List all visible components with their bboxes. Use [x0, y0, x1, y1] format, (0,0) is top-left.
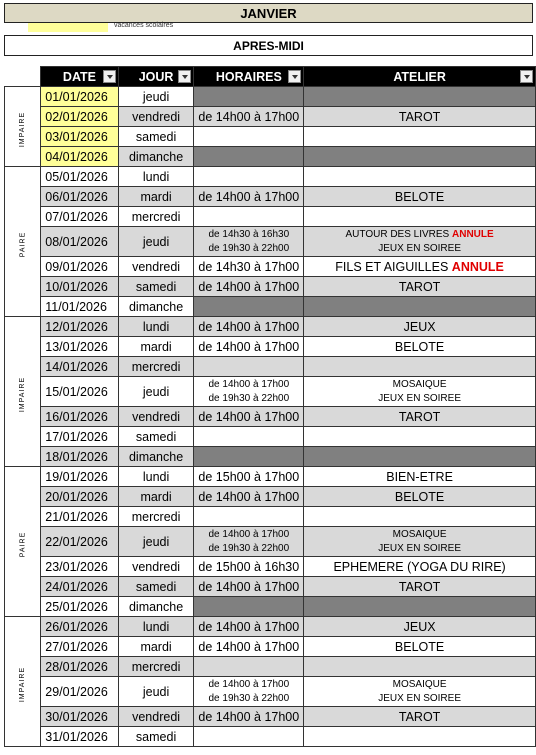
atelier-cell[interactable]	[304, 447, 536, 467]
horaire-text: de 14h00 à 17h00	[208, 528, 290, 540]
date-cell[interactable]: 30/01/2026	[41, 707, 118, 727]
atelier-cell[interactable]	[304, 357, 536, 377]
date-cell[interactable]: 16/01/2026	[41, 407, 118, 427]
horaires-cell[interactable]	[194, 467, 304, 487]
atelier-cell[interactable]	[304, 617, 536, 637]
atelier-cell[interactable]	[304, 167, 536, 187]
date-cell[interactable]: 17/01/2026	[41, 427, 118, 447]
atelier-cell[interactable]	[304, 147, 536, 167]
horaires-cell[interactable]	[194, 187, 304, 207]
atelier-cell[interactable]	[304, 337, 536, 357]
day-cell[interactable]: lundi	[118, 167, 194, 187]
schedule-grid	[4, 66, 536, 747]
atelier-text: TAROT	[398, 109, 441, 124]
date-cell[interactable]: 06/01/2026	[41, 187, 118, 207]
horaires-cell[interactable]	[194, 407, 304, 427]
date-filter-dropdown-icon[interactable]	[103, 70, 116, 83]
horaires-cell[interactable]	[194, 87, 304, 107]
date-cell[interactable]: 25/01/2026	[41, 597, 118, 617]
atelier-cell[interactable]	[304, 467, 536, 487]
horaires-cell[interactable]	[194, 277, 304, 297]
atelier-cell[interactable]	[304, 707, 536, 727]
legend	[4, 23, 204, 32]
horaires-cell[interactable]	[194, 507, 304, 527]
horaires-cell[interactable]	[194, 227, 304, 257]
atelier-cell[interactable]	[304, 507, 536, 527]
atelier-cell[interactable]	[304, 127, 536, 147]
day-cell[interactable]: samedi	[118, 577, 194, 597]
horaires-cell[interactable]	[194, 127, 304, 147]
atelier-line	[395, 640, 444, 654]
day-cell[interactable]: dimanche	[118, 147, 194, 167]
table-row	[5, 577, 536, 597]
week-parity-cell	[5, 87, 41, 167]
table-row	[5, 427, 536, 447]
day-cell[interactable]: jeudi	[118, 677, 194, 707]
table-row	[5, 597, 536, 617]
atelier-column-header[interactable]	[304, 67, 536, 87]
date-cell[interactable]: 26/01/2026	[41, 617, 118, 637]
atelier-line	[304, 542, 535, 556]
atelier-cell[interactable]	[304, 527, 536, 557]
horaires-cell[interactable]	[194, 557, 304, 577]
horaire-text: de 14h00 à 17h00	[198, 639, 300, 654]
horaire-text: de 19h30 à 22h00	[208, 242, 290, 254]
table-row	[5, 227, 536, 257]
day-cell[interactable]: jeudi	[118, 227, 194, 257]
table-row	[5, 617, 536, 637]
horaires-header-label: HORAIRES	[215, 69, 282, 84]
date-cell[interactable]: 20/01/2026	[41, 487, 118, 507]
day-cell[interactable]: vendredi	[118, 557, 194, 577]
atelier-line	[399, 280, 440, 294]
atelier-header-label: ATELIER	[393, 69, 446, 84]
date-cell[interactable]: 05/01/2026	[41, 167, 118, 187]
date-cell[interactable]: 18/01/2026	[41, 447, 118, 467]
day-cell[interactable]: dimanche	[118, 597, 194, 617]
atelier-line	[304, 228, 535, 242]
header-row	[5, 67, 536, 87]
week-column-header	[5, 67, 41, 87]
horaires-cell[interactable]	[194, 207, 304, 227]
table-row	[5, 207, 536, 227]
atelier-cell[interactable]	[304, 257, 536, 277]
atelier-cell[interactable]	[304, 317, 536, 337]
table-row	[5, 337, 536, 357]
table-row	[5, 317, 536, 337]
cancelled-label: ANNULE	[451, 259, 504, 274]
table-row	[5, 487, 536, 507]
month-title: JANVIER	[4, 3, 533, 23]
table-row	[5, 377, 536, 407]
atelier-cell[interactable]	[304, 227, 536, 257]
date-cell[interactable]: 27/01/2026	[41, 637, 118, 657]
horaires-cell[interactable]	[194, 527, 304, 557]
atelier-cell[interactable]	[304, 577, 536, 597]
date-cell[interactable]: 24/01/2026	[41, 577, 118, 597]
day-cell[interactable]: lundi	[118, 617, 194, 637]
atelier-line	[399, 580, 440, 594]
atelier-cell[interactable]	[304, 87, 536, 107]
day-cell[interactable]: mercredi	[118, 657, 194, 677]
atelier-text: JEUX EN SOIREE	[378, 392, 461, 404]
date-cell[interactable]: 19/01/2026	[41, 467, 118, 487]
horaire-text: de 14h30 à 17h00	[198, 259, 300, 274]
week-parity-label: IMPAIRE	[19, 666, 27, 702]
atelier-line	[404, 620, 436, 634]
atelier-text: BIEN-ETRE	[386, 469, 453, 484]
table-row	[5, 257, 536, 277]
horaires-cell[interactable]	[194, 447, 304, 467]
day-cell[interactable]: samedi	[118, 427, 194, 447]
horaire-text: de 14h00 à 17h00	[198, 579, 300, 594]
date-cell[interactable]: 03/01/2026	[41, 127, 118, 147]
table-row	[5, 657, 536, 677]
atelier-line	[399, 410, 440, 424]
horaires-cell[interactable]	[194, 377, 304, 407]
atelier-text: AUTOUR DES LIVRES	[345, 228, 453, 240]
horaires-cell[interactable]	[194, 657, 304, 677]
table-row	[5, 277, 536, 297]
day-cell[interactable]: mercredi	[118, 207, 194, 227]
atelier-cell[interactable]	[304, 297, 536, 317]
day-cell[interactable]: samedi	[118, 727, 194, 747]
atelier-cell[interactable]	[304, 107, 536, 127]
atelier-text: EPHEMERE (YOGA DU RIRE)	[333, 559, 506, 574]
table-row	[5, 107, 536, 127]
table-row	[5, 447, 536, 467]
atelier-text: BELOTE	[394, 189, 445, 204]
horaire-text: de 15h00 à 16h30	[198, 559, 300, 574]
day-cell[interactable]: jeudi	[118, 527, 194, 557]
horaire-text: de 14h00 à 17h00	[198, 109, 300, 124]
atelier-line	[395, 490, 444, 504]
date-cell[interactable]: 10/01/2026	[41, 277, 118, 297]
atelier-cell[interactable]	[304, 637, 536, 657]
day-cell[interactable]: mardi	[118, 187, 194, 207]
atelier-line	[304, 242, 535, 256]
date-cell[interactable]: 29/01/2026	[41, 677, 118, 707]
day-cell[interactable]: mercredi	[118, 507, 194, 527]
atelier-line	[399, 710, 440, 724]
week-parity-label: PAIRE	[19, 231, 27, 257]
date-cell[interactable]: 23/01/2026	[41, 557, 118, 577]
jour-column-header[interactable]	[118, 67, 194, 87]
atelier-cell[interactable]	[304, 207, 536, 227]
atelier-line	[304, 378, 535, 392]
jour-header-label: JOUR	[138, 69, 174, 84]
atelier-line	[404, 320, 436, 334]
table-row	[5, 557, 536, 577]
atelier-text: BELOTE	[394, 489, 445, 504]
atelier-cell[interactable]	[304, 407, 536, 427]
atelier-text: JEUX	[403, 619, 436, 634]
horaire-text: de 14h00 à 17h00	[198, 319, 300, 334]
atelier-text: JEUX EN SOIREE	[378, 692, 461, 704]
horaires-cell[interactable]	[194, 487, 304, 507]
week-parity-cell	[5, 467, 41, 617]
atelier-text: JEUX EN SOIREE	[378, 542, 461, 554]
horaire-text: de 14h30 à 16h30	[208, 228, 290, 240]
atelier-cell[interactable]	[304, 677, 536, 707]
atelier-line	[399, 110, 440, 124]
horaires-cell[interactable]	[194, 317, 304, 337]
date-cell[interactable]: 11/01/2026	[41, 297, 118, 317]
horaire-text: de 14h00 à 17h00	[198, 279, 300, 294]
table-row	[5, 147, 536, 167]
horaires-filter-dropdown-icon[interactable]	[288, 70, 301, 83]
atelier-text: JEUX	[403, 319, 436, 334]
horaires-cell[interactable]	[194, 617, 304, 637]
atelier-cell[interactable]	[304, 557, 536, 577]
day-cell[interactable]: dimanche	[118, 447, 194, 467]
period-title: APRES-MIDI	[4, 35, 533, 56]
table-row	[5, 527, 536, 557]
date-cell[interactable]: 14/01/2026	[41, 357, 118, 377]
day-cell[interactable]: jeudi	[118, 377, 194, 407]
table-row	[5, 507, 536, 527]
week-parity-cell	[5, 317, 41, 467]
day-cell[interactable]: vendredi	[118, 707, 194, 727]
table-row	[5, 187, 536, 207]
table-row	[5, 87, 536, 107]
horaire-text: de 14h00 à 17h00	[198, 619, 300, 634]
date-cell[interactable]: 02/01/2026	[41, 107, 118, 127]
legend-label: vacances scolaires	[114, 22, 174, 29]
horaires-cell[interactable]	[194, 167, 304, 187]
date-header-label: DATE	[62, 69, 97, 84]
atelier-filter-dropdown-icon[interactable]	[520, 70, 533, 83]
horaire-text: de 14h00 à 17h00	[198, 339, 300, 354]
date-cell[interactable]: 15/01/2026	[41, 377, 118, 407]
horaires-cell[interactable]	[194, 637, 304, 657]
table-row	[5, 677, 536, 707]
atelier-text: JEUX EN SOIREE	[378, 242, 461, 254]
atelier-text: TAROT	[398, 709, 441, 724]
horaires-cell[interactable]	[194, 577, 304, 597]
atelier-cell[interactable]	[304, 377, 536, 407]
atelier-cell[interactable]	[304, 657, 536, 677]
day-cell[interactable]: vendredi	[118, 257, 194, 277]
jour-filter-dropdown-icon[interactable]	[178, 70, 191, 83]
horaire-text: de 14h00 à 17h00	[198, 409, 300, 424]
atelier-cell[interactable]	[304, 487, 536, 507]
atelier-text: TAROT	[398, 279, 441, 294]
week-parity-label: IMPAIRE	[19, 111, 27, 147]
week-parity-label: IMPAIRE	[19, 376, 27, 412]
day-cell[interactable]: mercredi	[118, 357, 194, 377]
day-cell[interactable]: jeudi	[118, 87, 194, 107]
horaire-text: de 14h00 à 17h00	[198, 709, 300, 724]
horaires-column-header[interactable]	[194, 67, 304, 87]
table-row	[5, 467, 536, 487]
date-cell[interactable]: 13/01/2026	[41, 337, 118, 357]
horaire-text: de 14h00 à 17h00	[198, 189, 300, 204]
atelier-cell[interactable]	[304, 727, 536, 747]
week-parity-label: PAIRE	[19, 531, 27, 557]
horaires-cell[interactable]	[194, 597, 304, 617]
atelier-text: TAROT	[398, 579, 441, 594]
date-column-header[interactable]	[41, 67, 118, 87]
date-cell[interactable]: 04/01/2026	[41, 147, 118, 167]
atelier-cell[interactable]	[304, 597, 536, 617]
date-cell[interactable]: 08/01/2026	[41, 227, 118, 257]
atelier-line	[333, 560, 505, 574]
atelier-line	[304, 678, 535, 692]
atelier-line	[304, 692, 535, 706]
atelier-text: FILS ET AIGUILLES	[335, 259, 452, 274]
atelier-text: BELOTE	[394, 639, 445, 654]
table-row	[5, 407, 536, 427]
table-row	[5, 297, 536, 317]
day-cell[interactable]: mardi	[118, 337, 194, 357]
horaires-cell[interactable]	[194, 337, 304, 357]
day-cell[interactable]: mardi	[118, 487, 194, 507]
date-cell[interactable]: 28/01/2026	[41, 657, 118, 677]
atelier-text: BELOTE	[394, 339, 445, 354]
horaire-text: de 15h00 à 17h00	[198, 469, 300, 484]
day-cell[interactable]: mardi	[118, 637, 194, 657]
table-row	[5, 727, 536, 747]
atelier-line	[304, 392, 535, 406]
horaire-text: de 14h00 à 17h00	[198, 489, 300, 504]
day-cell[interactable]: dimanche	[118, 297, 194, 317]
atelier-text: TAROT	[398, 409, 441, 424]
atelier-cell[interactable]	[304, 187, 536, 207]
date-cell[interactable]: 01/01/2026	[41, 87, 118, 107]
horaires-cell[interactable]	[194, 107, 304, 127]
horaires-cell[interactable]	[194, 727, 304, 747]
horaires-cell[interactable]	[194, 297, 304, 317]
atelier-text: MOSAIQUE	[392, 528, 447, 540]
day-cell[interactable]: samedi	[118, 277, 194, 297]
atelier-cell[interactable]	[304, 277, 536, 297]
horaires-cell[interactable]	[194, 427, 304, 447]
table-row	[5, 637, 536, 657]
day-cell[interactable]: vendredi	[118, 407, 194, 427]
horaire-text: de 14h00 à 17h00	[208, 378, 290, 390]
atelier-line	[395, 190, 444, 204]
schedule-table	[4, 66, 536, 747]
holiday-swatch	[28, 23, 108, 32]
horaires-cell[interactable]	[194, 707, 304, 727]
day-cell[interactable]: samedi	[118, 127, 194, 147]
horaire-text: de 19h30 à 22h00	[208, 542, 290, 554]
date-cell[interactable]: 09/01/2026	[41, 257, 118, 277]
day-cell[interactable]: lundi	[118, 317, 194, 337]
horaire-text: de 19h30 à 22h00	[208, 392, 290, 404]
atelier-text: MOSAIQUE	[392, 678, 447, 690]
horaires-cell[interactable]	[194, 677, 304, 707]
atelier-line	[335, 260, 504, 274]
day-cell[interactable]: vendredi	[118, 107, 194, 127]
date-cell[interactable]: 07/01/2026	[41, 207, 118, 227]
horaire-text: de 14h00 à 17h00	[208, 678, 290, 690]
atelier-line	[304, 528, 535, 542]
schedule-body	[5, 87, 536, 747]
atelier-line	[395, 340, 444, 354]
cancelled-label: ANNULE	[452, 228, 494, 240]
date-cell[interactable]: 31/01/2026	[41, 727, 118, 747]
atelier-cell[interactable]	[304, 427, 536, 447]
week-parity-cell	[5, 617, 41, 747]
horaire-text: de 19h30 à 22h00	[208, 692, 290, 704]
day-cell[interactable]: lundi	[118, 467, 194, 487]
table-row	[5, 127, 536, 147]
week-parity-cell	[5, 167, 41, 317]
table-row	[5, 357, 536, 377]
table-row	[5, 167, 536, 187]
atelier-line	[386, 470, 453, 484]
date-cell[interactable]: 12/01/2026	[41, 317, 118, 337]
table-row	[5, 707, 536, 727]
date-cell[interactable]: 21/01/2026	[41, 507, 118, 527]
date-cell[interactable]: 22/01/2026	[41, 527, 118, 557]
horaires-cell[interactable]	[194, 357, 304, 377]
horaires-cell[interactable]	[194, 147, 304, 167]
horaires-cell[interactable]	[194, 257, 304, 277]
atelier-text: MOSAIQUE	[392, 378, 447, 390]
